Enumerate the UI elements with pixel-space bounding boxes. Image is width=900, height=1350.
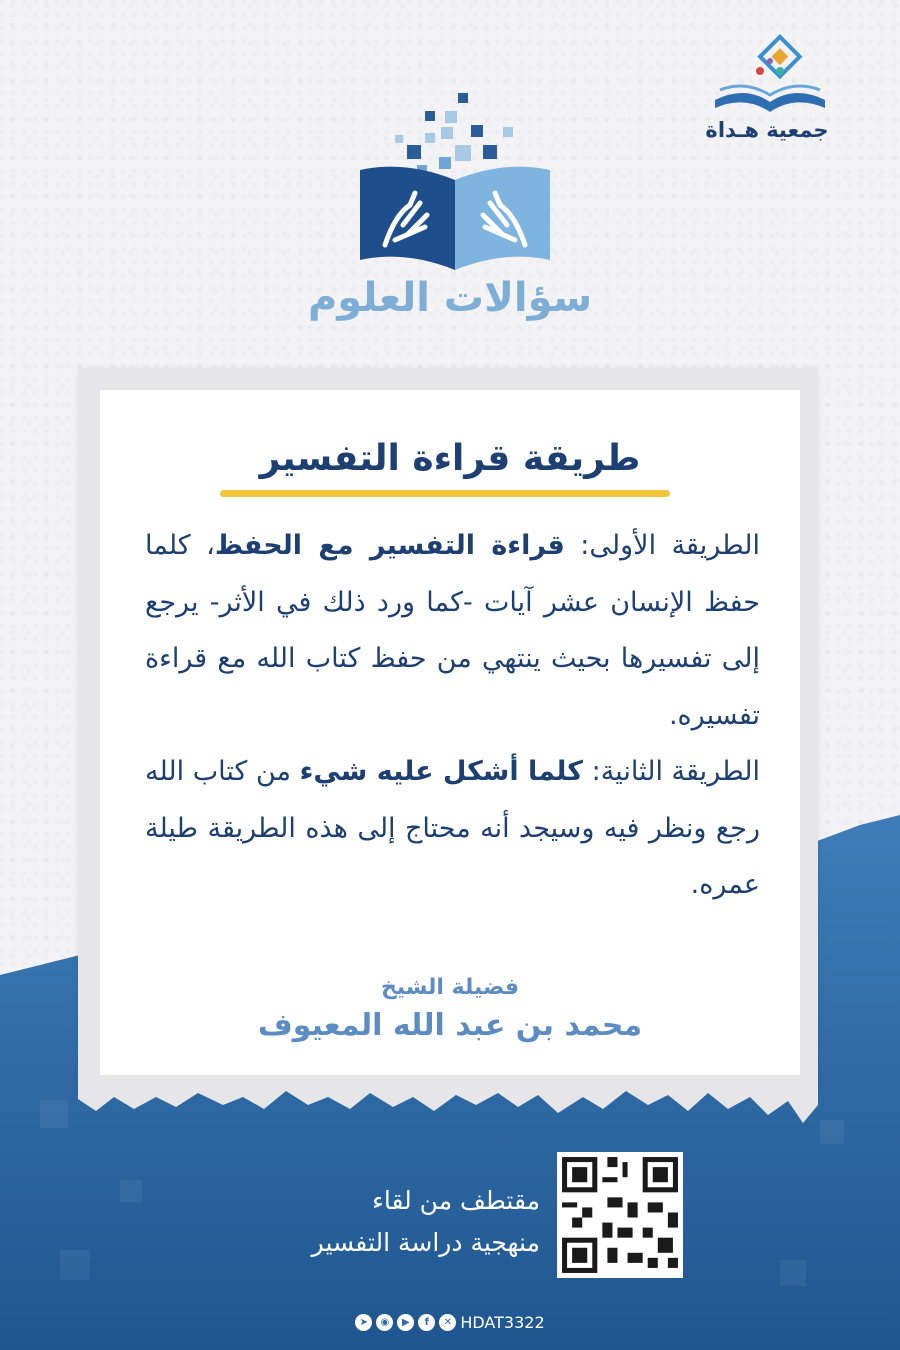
- card-title: طريقة قراءة التفسير: [259, 438, 641, 479]
- association-name: جمعية هـداة: [705, 118, 829, 142]
- p1-rest: ، كلما حفظ الإنسان عشر آيات -كما ورد ذلك في الأثر- يرجع إلى تفسيرها بحيث ينتهي من حفظ كتاب الله مع قراءة تفسيره.: [145, 530, 760, 731]
- telegram-icon[interactable]: ➤: [355, 1314, 372, 1331]
- snapchat-icon[interactable]: ◉: [376, 1314, 393, 1331]
- paragraph-second-method: [145, 744, 760, 914]
- social-handle: HDAT3322: [460, 1313, 545, 1332]
- excerpt-line-2: منهجية دراسة التفسير: [311, 1228, 540, 1257]
- sheikh-name: محمد بن عبد الله المعيوف: [257, 1008, 643, 1043]
- x-icon[interactable]: ✕: [439, 1314, 456, 1331]
- p1-bold: قراءة التفسير مع الحفظ: [214, 530, 565, 561]
- p2-prefix: الطريقة الثانية:: [583, 756, 760, 787]
- youtube-icon[interactable]: ▶: [397, 1314, 414, 1331]
- paragraph-first-method: [145, 518, 760, 744]
- card-torn-edge: [78, 1075, 818, 1135]
- series-title: سؤالات العلوم: [307, 275, 593, 321]
- p2-bold: كلما أشكل عليه شيء: [299, 756, 583, 787]
- p1-prefix: الطريقة الأولى:: [564, 530, 760, 561]
- card-body: [145, 518, 760, 914]
- facebook-icon[interactable]: f: [418, 1314, 435, 1331]
- sheikh-label: فضيلة الشيخ: [380, 975, 520, 1000]
- qr-code[interactable]: [557, 1152, 683, 1278]
- excerpt-line-1: مقتطف من لقاء: [372, 1186, 540, 1215]
- series-logo: [355, 85, 555, 285]
- title-underline: [220, 490, 670, 497]
- excerpt-text: [210, 1180, 540, 1264]
- social-bar: [0, 1310, 900, 1332]
- p2-rest: من كتاب الله رجع ونظر فيه وسيجد أنه محتاج إلى هذه الطريقة طيلة عمره.: [145, 756, 760, 900]
- content-card: [100, 390, 800, 1080]
